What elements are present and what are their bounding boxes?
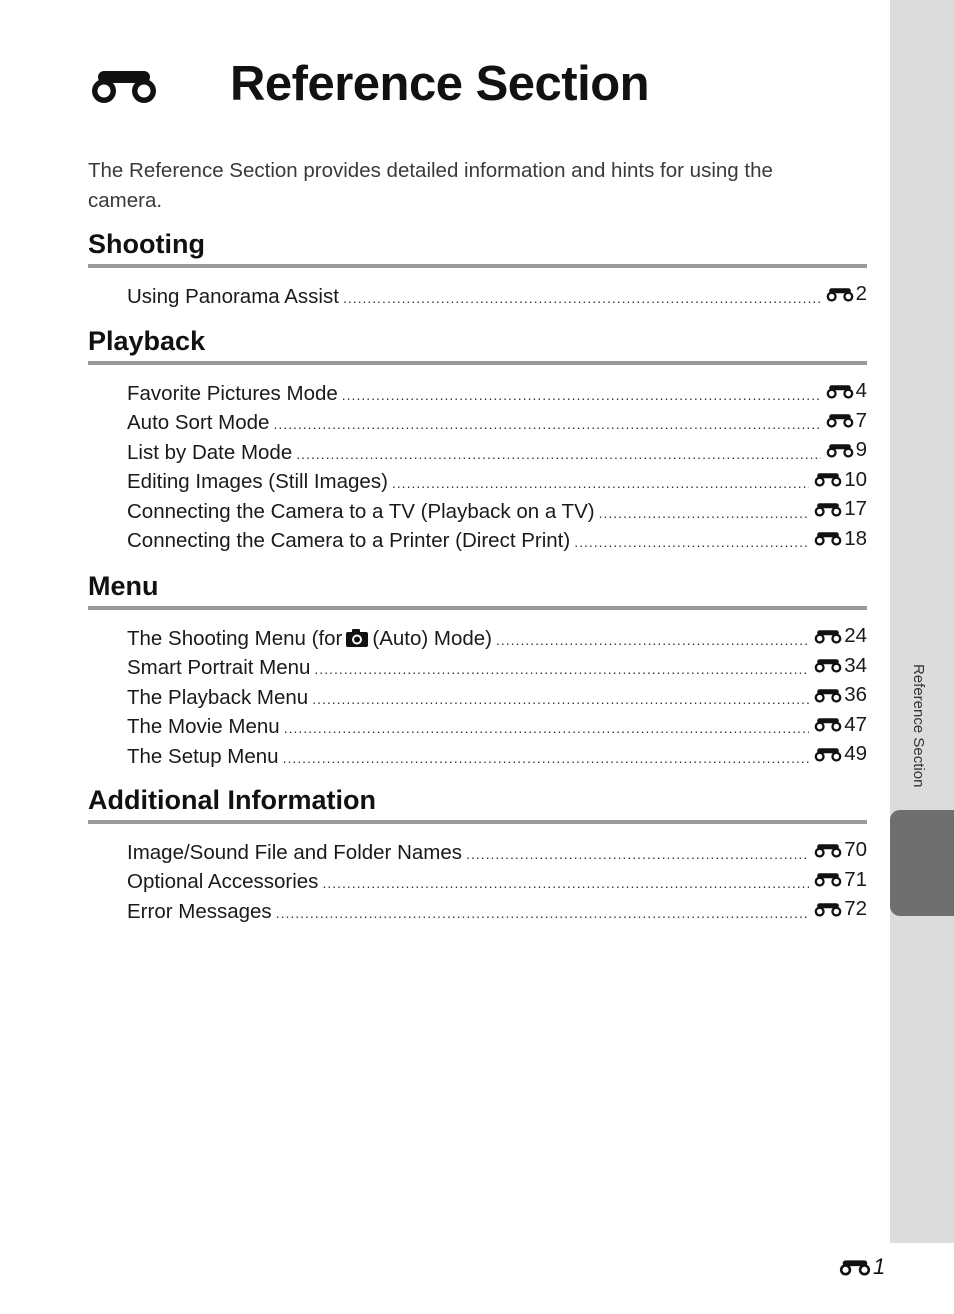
leader-dots xyxy=(343,290,821,306)
section-playback xyxy=(88,321,867,556)
section-heading: Playback xyxy=(88,326,206,356)
toc-entry-auto-sort[interactable] xyxy=(127,409,867,439)
toc-entry-label: Connecting the Camera to a Printer (Direct Print) xyxy=(127,529,571,552)
section-shooting xyxy=(88,224,867,312)
toc-entry-label: Optional Accessories xyxy=(127,870,319,893)
section-heading: Shooting xyxy=(88,229,205,259)
toc-entry-page: 18 xyxy=(813,527,867,551)
toc-entry-list-by-date[interactable] xyxy=(127,438,867,468)
reference-binoculars-icon xyxy=(813,657,843,674)
leader-dots xyxy=(273,416,820,432)
leader-dots xyxy=(296,446,820,462)
leader-dots xyxy=(283,750,810,766)
toc-entry-page: 36 xyxy=(813,683,867,707)
section-divider xyxy=(88,606,867,610)
toc-entry-setup-menu[interactable] xyxy=(127,742,867,772)
toc-entry-page: 70 xyxy=(813,838,867,862)
side-tab-reference-section[interactable] xyxy=(890,810,954,916)
reference-binoculars-icon xyxy=(838,1258,872,1277)
toc-entry-panorama-assist[interactable] xyxy=(127,282,867,312)
toc-entry-file-folder-names[interactable] xyxy=(127,838,867,868)
toc-entry-page: 34 xyxy=(813,654,867,678)
leader-dots xyxy=(392,475,809,491)
intro-paragraph: The Reference Section provides detailed information and hints for using the camera. xyxy=(88,159,773,212)
reference-binoculars-icon xyxy=(88,67,160,105)
page-number: 1 xyxy=(838,1254,885,1280)
reference-binoculars-icon xyxy=(813,871,843,888)
toc-entry-favorite-pictures[interactable] xyxy=(127,379,867,409)
toc-entry-page: 47 xyxy=(813,713,867,737)
toc-entry-label: Auto Sort Mode xyxy=(127,411,270,434)
toc-entry-label: Connecting the Camera to a TV (Playback on a TV) xyxy=(127,499,595,523)
toc-entry-page: 71 xyxy=(813,868,867,892)
toc-entry-page: 72 xyxy=(813,897,867,921)
toc-entry-page: 17 xyxy=(813,497,867,521)
side-tab-label: Reference Section xyxy=(910,664,927,788)
reference-binoculars-icon xyxy=(813,716,843,733)
toc-entry-label: The Playback Menu xyxy=(127,685,309,709)
toc-entry-label: Smart Portrait Menu xyxy=(127,656,311,679)
toc-entry-label: The Setup Menu xyxy=(127,744,279,768)
toc-entry-label: Using Panorama Assist xyxy=(127,284,339,308)
toc-entry-connecting-tv[interactable] xyxy=(127,497,867,527)
section-additional-information xyxy=(88,780,867,927)
toc-entry-page: 7 xyxy=(825,409,867,433)
reference-binoculars-icon xyxy=(813,687,843,704)
toc-entry-connecting-printer[interactable] xyxy=(127,527,867,557)
section-divider xyxy=(88,264,867,268)
leader-dots xyxy=(312,691,809,707)
toc-entry-optional-accessories[interactable] xyxy=(127,868,867,898)
toc-entry-label: The Shooting Menu (for (Auto) Mode) xyxy=(127,626,493,650)
section-heading: Menu xyxy=(88,571,159,601)
leader-dots xyxy=(284,720,810,736)
reference-binoculars-icon xyxy=(813,746,843,763)
reference-binoculars-icon xyxy=(825,412,855,429)
toc-entry-label: The Movie Menu xyxy=(127,715,280,738)
section-divider xyxy=(88,820,867,824)
leader-dots xyxy=(496,632,809,648)
reference-binoculars-icon xyxy=(813,530,843,547)
toc-entry-page: 10 xyxy=(813,468,867,492)
page-title xyxy=(88,52,868,122)
toc-entry-page: 24 xyxy=(813,624,867,648)
leader-dots xyxy=(276,905,810,921)
toc-entry-shooting-menu[interactable] xyxy=(127,624,867,654)
page-title-text: Reference Section xyxy=(230,57,650,111)
toc-entry-label: Image/Sound File and Folder Names xyxy=(127,840,463,864)
toc-entry-page: 49 xyxy=(813,742,867,766)
leader-dots xyxy=(342,387,821,403)
leader-dots xyxy=(322,875,809,891)
toc-entry-label: List by Date Mode xyxy=(127,440,293,464)
reference-binoculars-icon xyxy=(825,286,855,303)
reference-binoculars-icon xyxy=(813,471,843,488)
toc-entry-smart-portrait-menu[interactable] xyxy=(127,654,867,684)
toc-entry-label: Error Messages xyxy=(127,899,272,923)
toc-entry-editing-images[interactable] xyxy=(127,468,867,498)
toc-entry-playback-menu[interactable] xyxy=(127,683,867,713)
toc-entry-movie-menu[interactable] xyxy=(127,713,867,743)
section-divider xyxy=(88,361,867,365)
toc-entry-page: 9 xyxy=(825,438,867,462)
side-tab-strip xyxy=(890,0,954,1243)
toc-entry-label: Favorite Pictures Mode xyxy=(127,381,338,405)
toc-entry-error-messages[interactable] xyxy=(127,897,867,927)
leader-dots xyxy=(574,534,809,550)
toc-entry-page: 4 xyxy=(825,379,867,403)
reference-binoculars-icon xyxy=(825,442,855,459)
section-menu xyxy=(88,566,867,772)
reference-binoculars-icon xyxy=(825,383,855,400)
leader-dots xyxy=(599,505,810,521)
reference-binoculars-icon xyxy=(813,628,843,645)
reference-binoculars-icon xyxy=(813,842,843,859)
leader-dots xyxy=(314,661,809,677)
reference-binoculars-icon xyxy=(813,901,843,918)
camera-auto-icon xyxy=(345,628,369,648)
section-heading: Additional Information xyxy=(88,785,376,815)
toc-entry-label: Editing Images (Still Images) xyxy=(127,470,388,493)
leader-dots xyxy=(466,846,809,862)
reference-binoculars-icon xyxy=(813,501,843,518)
toc-entry-page: 2 xyxy=(825,282,867,306)
